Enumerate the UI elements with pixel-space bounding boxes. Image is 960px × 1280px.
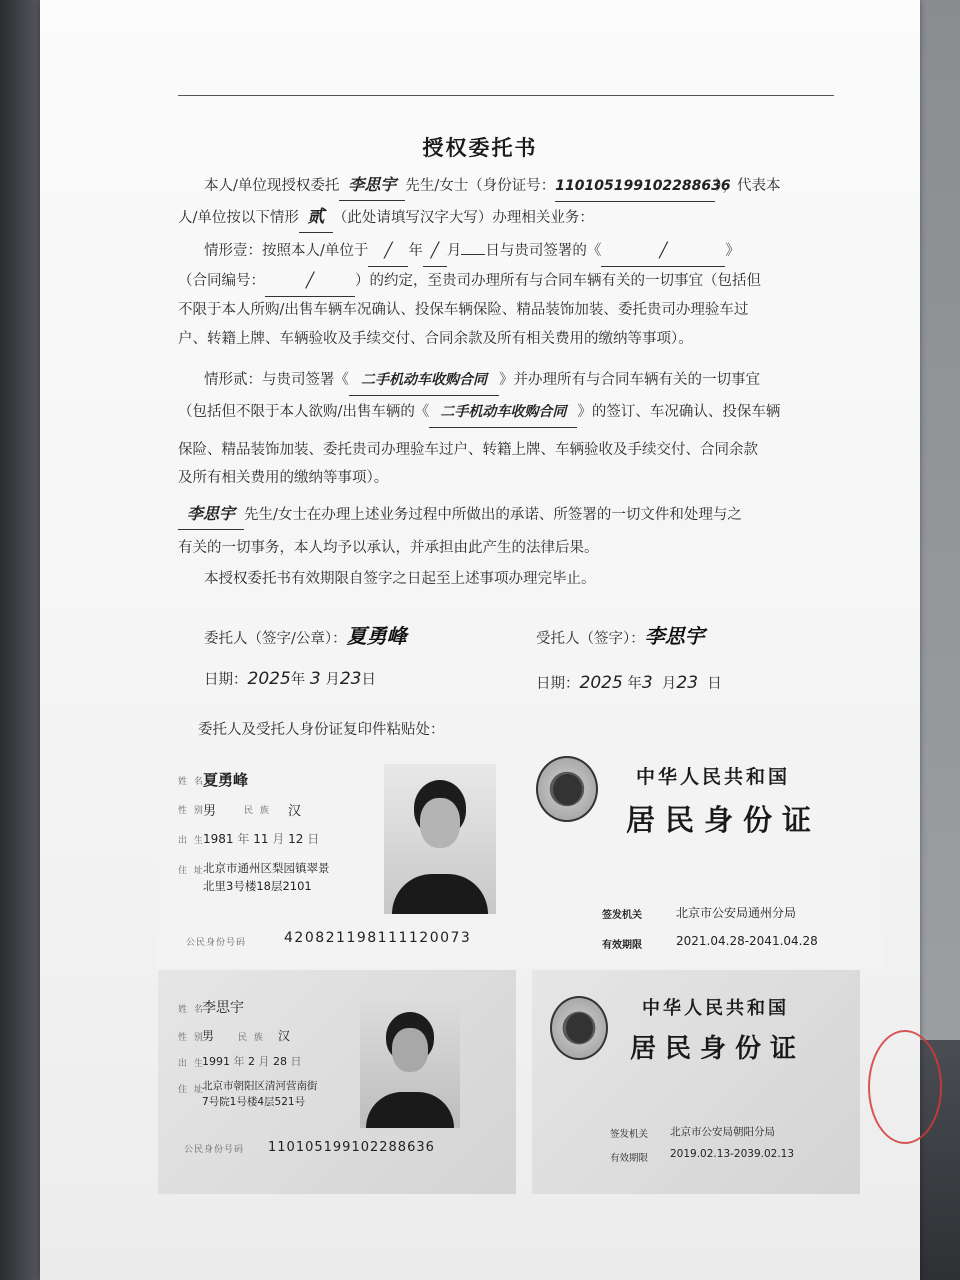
- agent-date-row: [536, 672, 722, 693]
- birth-month-char: 月: [272, 832, 285, 846]
- p1-middle: 先生/女士（身份证号：: [405, 178, 556, 194]
- birth-month: 11: [253, 832, 269, 846]
- p3-l1: 先生/女士在办理上述业务过程中所做出的承诺、所签署的一切文件和处理与之: [244, 507, 742, 523]
- case2-l1-a: 情形贰：与贵司签署《: [204, 372, 349, 388]
- country-name-2: 中华人民共和国: [642, 998, 789, 1019]
- birth-day-char: 日: [307, 832, 320, 846]
- case2-l1-b: 》并办理所有与合同车辆有关的一切事宜: [499, 372, 760, 388]
- agent-date-year: 2025: [579, 673, 623, 693]
- principal-date-month: 3: [309, 669, 321, 689]
- birth-month-char-2: 月: [258, 1055, 270, 1068]
- p2-prefix: 人/单位按以下情形: [178, 210, 299, 226]
- principal-date-year: 2025: [247, 669, 291, 689]
- blank-month: ╱: [423, 237, 447, 267]
- name-label: 姓 名: [178, 777, 205, 787]
- card-title: 居民身份证: [626, 803, 822, 837]
- case1-month: 月: [446, 243, 462, 259]
- case-2-line-3: 保险、精品装饰加装、委托贵司办理验车过户、转籍上牌、车辆验收及手续交付、合同余款: [178, 442, 758, 458]
- id-card-front-principal: [156, 742, 514, 968]
- case-2-line-4: 及所有相关费用的缴纳等事项）。: [178, 470, 389, 486]
- id-card-back-principal: [514, 738, 882, 968]
- validity-paragraph: 本授权委托书有效期限自签字之日起至上述事项办理完毕止。: [204, 571, 596, 587]
- birth-year-char-2: 年: [233, 1055, 245, 1068]
- p1-prefix: 本人/单位现授权委托: [204, 178, 340, 194]
- birth-label: 出 生: [178, 836, 205, 846]
- ethnic-label: 民 族: [244, 806, 271, 816]
- case1-l2-a: （合同编号：: [178, 273, 265, 289]
- case1-year: 年: [408, 243, 423, 259]
- red-seal-stamp: [868, 1030, 942, 1144]
- agent-date-day: 23: [676, 673, 699, 693]
- validity-period: 2021.04.28-2041.04.28: [676, 934, 818, 948]
- case1-l2-b: ）的约定，至贵司办理所有与合同车辆有关的一切事宜（包括但: [355, 273, 761, 289]
- left-shadow: [0, 0, 40, 1280]
- address-line-1-2: 北京市朝阳区清河营南街: [202, 1080, 318, 1092]
- case-1-line-2: [178, 267, 808, 297]
- case-2-line-2: [178, 398, 808, 428]
- address-label: 住 址: [178, 866, 205, 876]
- holder-name-2: 李思宇: [202, 1000, 244, 1016]
- agent-name-handwritten: 李思宇: [339, 171, 405, 201]
- case-2-line-1: [204, 366, 804, 396]
- authority-label-2: 签发机关: [610, 1129, 649, 1140]
- paragraph-1-line-1: [204, 171, 804, 202]
- case-1-line-3: 不限于本人所购/出售车辆车况确认、投保车辆保险、精品装饰加装、委托贵司办理验车过: [178, 302, 749, 318]
- id-number: 420821198111120073: [284, 930, 472, 946]
- agent-date-label: 日期：: [536, 676, 580, 692]
- blank-day: [461, 254, 485, 255]
- address-line-2-2: 7号院1号楼4层521号: [202, 1096, 306, 1108]
- address-line-1: 北京市通州区梨园镇翠景: [203, 861, 330, 875]
- validity-label-2: 有效期限: [610, 1153, 649, 1164]
- case1-end: 》: [725, 243, 740, 259]
- year-char-2: 年: [627, 676, 642, 692]
- address-line-2: 北里3号楼18层2101: [203, 879, 312, 893]
- case1-text-a: 情形壹：按照本人/单位于: [204, 243, 369, 259]
- sex-value-2: 男: [202, 1029, 215, 1043]
- validity-period-2: 2019.02.13-2039.02.13: [670, 1148, 795, 1160]
- principal-signature: 夏勇峰: [346, 624, 407, 648]
- sex-value: 男: [203, 804, 217, 819]
- birth-year-2: 1991: [202, 1055, 230, 1068]
- day-char-2: 日: [707, 676, 722, 692]
- contract-name-handwritten-2: 二手机动车收购合同: [429, 398, 577, 428]
- agent-signature-row: [536, 620, 705, 649]
- blank-contract-name: ╱: [601, 237, 725, 267]
- month-char: 月: [325, 672, 340, 688]
- issuing-authority: 北京市公安局通州分局: [676, 906, 797, 920]
- principal-signature-row: [204, 620, 407, 649]
- agent-date-month: 3: [641, 673, 653, 693]
- principal-label: 委托人（签字/公章）：: [204, 631, 347, 647]
- case2-l2-b: 》的签订、车况确认、投保车辆: [577, 404, 781, 420]
- case1-day: 日与贵司签署的《: [485, 243, 602, 259]
- case-number-handwritten: 贰: [299, 203, 333, 233]
- principal-date-label: 日期：: [204, 672, 248, 688]
- birth-day-2: 28: [273, 1055, 287, 1068]
- card-title-2: 居民身份证: [630, 1034, 806, 1064]
- ethnic-value: 汉: [288, 804, 302, 819]
- country-name: 中华人民共和国: [636, 766, 791, 788]
- national-emblem-icon: [536, 756, 598, 822]
- paragraph-3-line-2: 有关的一切事务，本人均予以承认，并承担由此产生的法律后果。: [178, 540, 599, 556]
- year-char: 年: [290, 672, 306, 688]
- p2-suffix: （此处请填写汉字大写）办理相关业务：: [332, 210, 594, 226]
- agent-label: 受托人（签字）：: [536, 631, 645, 647]
- birth-year: 1981: [203, 832, 234, 846]
- holder-photo: [384, 764, 496, 914]
- blank-year: ╱: [368, 237, 408, 267]
- day-char: 日: [361, 672, 376, 688]
- holder-name: 夏勇峰: [203, 771, 249, 789]
- month-char-2: 月: [661, 676, 677, 692]
- name-label-2: 姓 名: [178, 1005, 205, 1015]
- birth-label-2: 出 生: [178, 1059, 205, 1069]
- agent-signature: 李思宇: [644, 624, 705, 648]
- agent-id-handwritten: 110105199102288636: [555, 172, 715, 202]
- sex-label-2: 性 别: [178, 1033, 205, 1043]
- document-title: 授权委托书: [422, 135, 538, 160]
- paragraph-3-line-1: [178, 500, 808, 530]
- p1-suffix: ），代表本: [715, 178, 781, 194]
- birth-day-char-2: 日: [290, 1055, 302, 1068]
- national-emblem-icon-2: [550, 996, 608, 1060]
- id-card-back-agent: [532, 970, 860, 1194]
- header-rule: [178, 95, 834, 96]
- principal-date-row: [204, 668, 376, 689]
- holder-photo-2: [360, 1000, 460, 1128]
- id-number-label-2: 公民身份号码: [184, 1145, 245, 1155]
- ethnic-value-2: 汉: [278, 1029, 291, 1043]
- issuing-authority-2: 北京市公安局朝阳分局: [670, 1126, 775, 1138]
- birth-day: 12: [288, 832, 304, 846]
- birth-year-char: 年: [237, 832, 250, 846]
- id-card-front-agent: [158, 970, 516, 1194]
- case2-l2-a: （包括但不限于本人欲购/出售车辆的《: [178, 404, 430, 420]
- ethnic-label-2: 民 族: [238, 1033, 265, 1043]
- blank-contract-no: ╱: [265, 267, 355, 297]
- principal-date-day: 23: [339, 669, 362, 689]
- validity-label: 有效期限: [602, 940, 642, 951]
- case-1-line-1: [204, 237, 804, 267]
- address-label-2: 住 址: [178, 1085, 205, 1095]
- id-paste-label: 委托人及受托人身份证复印件粘贴处：: [198, 722, 445, 738]
- authority-label: 签发机关: [602, 910, 642, 921]
- id-number-label: 公民身份号码: [186, 938, 247, 948]
- birth-value-2: [202, 1053, 302, 1069]
- birth-month-2: 2: [248, 1055, 255, 1068]
- birth-value: [203, 830, 319, 847]
- sex-label: 性 别: [178, 806, 205, 816]
- case-1-line-4: 户、转籍上牌、车辆验收及手续交付、合同余款及所有相关费用的缴纳等事项）。: [178, 331, 693, 347]
- paragraph-1-line-2: [178, 203, 838, 233]
- agent-name-handwritten-2: 李思宇: [178, 500, 244, 530]
- contract-name-handwritten-1: 二手机动车收购合同: [349, 366, 499, 396]
- id-number-2: 110105199102288636: [268, 1140, 435, 1155]
